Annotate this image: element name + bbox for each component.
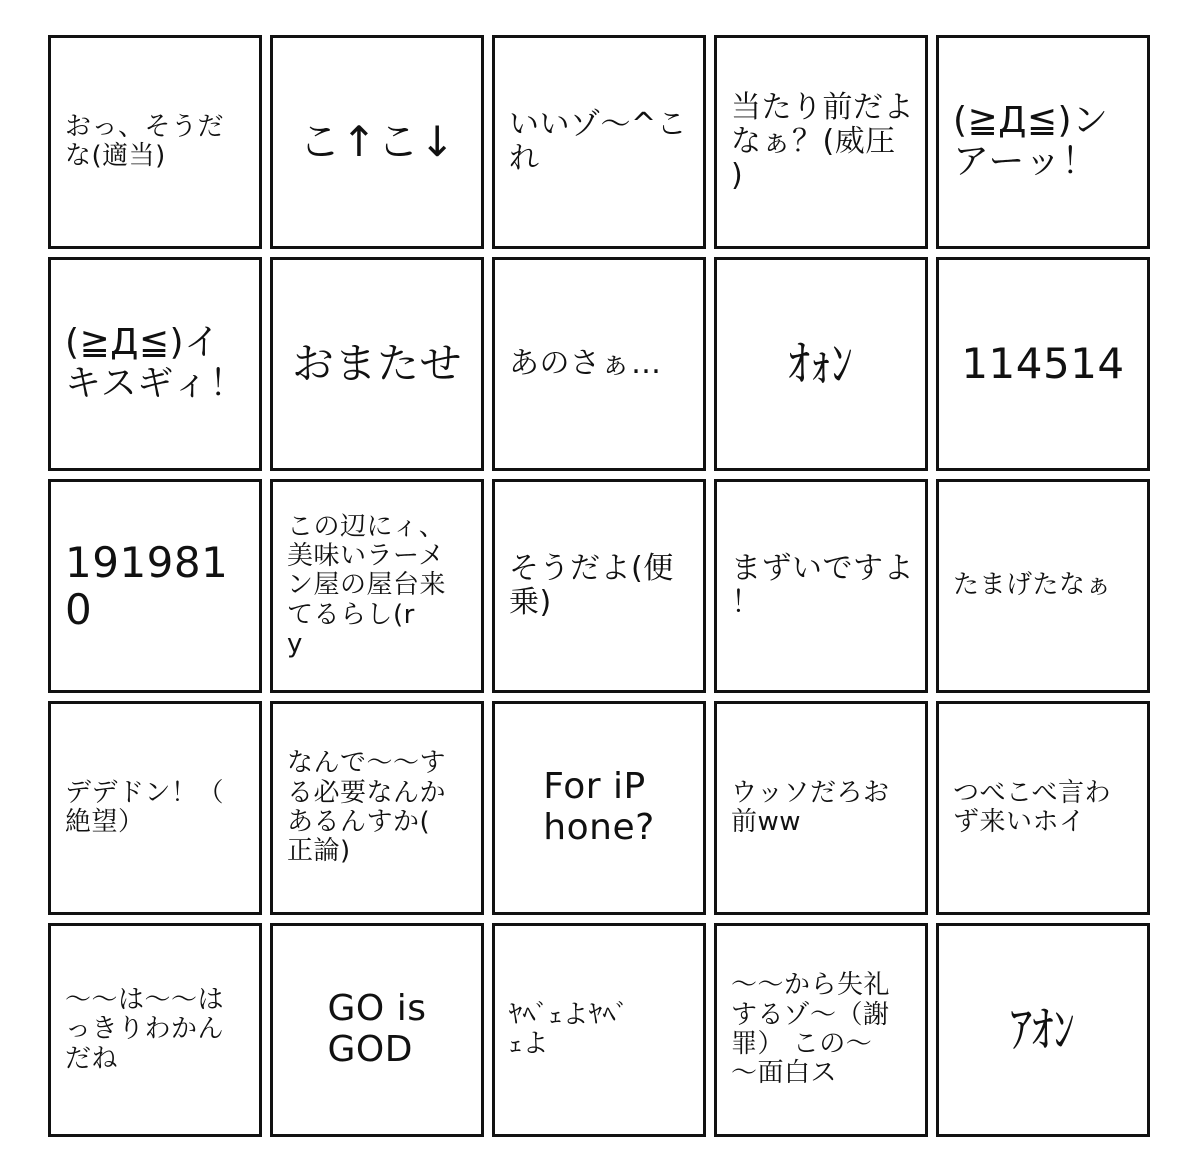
bingo-cell-text: ～～から失礼 するゾ～（謝 罪） この～ ～面白ス: [731, 970, 891, 1089]
bingo-cell-r1c4[interactable]: [714, 35, 928, 249]
bingo-cell-text: つべこべ言わ ず来いホイ: [953, 777, 1111, 837]
bingo-cell-r3c2[interactable]: [270, 479, 484, 693]
bingo-cell-text: 当たり前だよ なぁ？(威圧 ): [731, 90, 914, 193]
bingo-cell-text: まずいですよ ！: [731, 551, 914, 620]
bingo-cell-r2c5[interactable]: [936, 257, 1150, 471]
bingo-cell-r2c4[interactable]: [714, 257, 928, 471]
bingo-cell-text: こ↑こ↓: [298, 117, 456, 167]
bingo-cell-text: この辺にィ、 美味いラーメ ン屋の屋台来 てるらし(r y: [287, 511, 447, 660]
bingo-cell-r5c5[interactable]: [936, 923, 1150, 1137]
bingo-cell-r3c4[interactable]: [714, 479, 928, 693]
bingo-cell-text: ﾔﾍﾞｪよﾔﾍﾞ ｪよ: [509, 999, 630, 1059]
bingo-cell-r3c1[interactable]: [48, 479, 262, 693]
bingo-cell-r2c1[interactable]: [48, 257, 262, 471]
bingo-cell-r1c2[interactable]: [270, 35, 484, 249]
bingo-cell-text: GO is GOD: [327, 988, 427, 1070]
bingo-cell-r1c1[interactable]: [48, 35, 262, 249]
bingo-cell-r2c2[interactable]: [270, 257, 484, 471]
bingo-cell-r4c2[interactable]: [270, 701, 484, 915]
bingo-cell-text: (≧Д≦)イ キスギィ！: [65, 322, 246, 404]
bingo-cell-text: おまたせ: [291, 339, 462, 389]
bingo-cell-text: 114514: [961, 339, 1125, 389]
bingo-cell-r5c1[interactable]: [48, 923, 262, 1137]
bingo-cell-r4c3[interactable]: [492, 701, 706, 915]
bingo-cell-text: (≧Д≦)ン アーッ！: [953, 100, 1109, 182]
bingo-cell-text: ウッソだろお 前ww: [731, 777, 890, 837]
bingo-cell-text: ｵｫﾝ: [788, 334, 854, 393]
bingo-cell-r4c4[interactable]: [714, 701, 928, 915]
bingo-cell-text: ～～は～～は っきりわかん だね: [65, 984, 225, 1074]
bingo-cell-text: ｱｵﾝ: [1010, 1000, 1076, 1059]
bingo-cell-text: いいゾ～^こ れ: [509, 107, 688, 176]
bingo-cell-r3c3[interactable]: [492, 479, 706, 693]
bingo-cell-text: For iP hone?: [543, 766, 655, 848]
bingo-cell-text: デデドン！（ 絶望）: [65, 777, 225, 837]
bingo-cell-r4c5[interactable]: [936, 701, 1150, 915]
bingo-cell-r4c1[interactable]: [48, 701, 262, 915]
bingo-cell-r1c5[interactable]: [936, 35, 1150, 249]
bingo-cell-r5c3[interactable]: [492, 923, 706, 1137]
bingo-cell-text: あのさぁ…: [509, 346, 662, 382]
bingo-cell-r2c3[interactable]: [492, 257, 706, 471]
bingo-cell-r5c2[interactable]: [270, 923, 484, 1137]
bingo-cell-text: 191981 0: [65, 537, 229, 634]
bingo-cell-text: そうだよ(便 乗): [509, 551, 674, 620]
bingo-cell-text: なんで～～す る必要なんか あるんすか( 正論): [287, 748, 447, 867]
bingo-cell-r5c4[interactable]: [714, 923, 928, 1137]
bingo-cell-r3c5[interactable]: [936, 479, 1150, 693]
bingo-cell-text: たまげたなぁ: [953, 570, 1113, 601]
bingo-board: [48, 35, 1152, 1139]
bingo-cell-r1c3[interactable]: [492, 35, 706, 249]
bingo-cell-text: おっ、そうだ な(適当): [65, 111, 225, 171]
